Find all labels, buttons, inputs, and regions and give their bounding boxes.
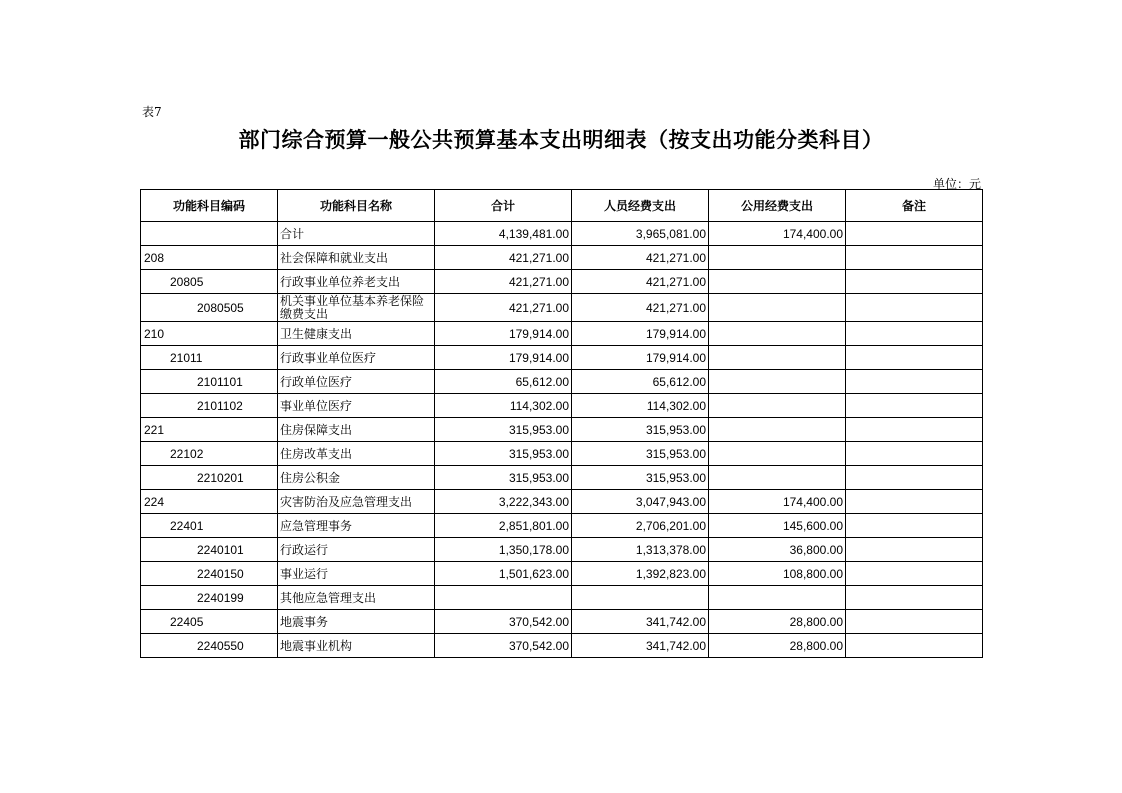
cell-public [709,442,846,466]
cell-code: 2101101 [141,370,278,394]
cell-name: 住房保障支出 [278,418,435,442]
cell-personnel: 421,271.00 [572,294,709,322]
cell-personnel: 315,953.00 [572,466,709,490]
cell-remarks [846,270,983,294]
cell-personnel: 1,313,378.00 [572,538,709,562]
cell-total: 114,302.00 [435,394,572,418]
cell-personnel: 315,953.00 [572,418,709,442]
cell-name: 其他应急管理支出 [278,586,435,610]
cell-name: 住房公积金 [278,466,435,490]
budget-detail-table [140,189,983,658]
cell-code: 20805 [141,270,278,294]
cell-personnel: 341,742.00 [572,610,709,634]
cell-remarks [846,490,983,514]
header-name: 功能科目名称 [278,190,435,222]
cell-total: 421,271.00 [435,246,572,270]
cell-public: 28,800.00 [709,610,846,634]
header-personnel: 人员经费支出 [572,190,709,222]
cell-personnel: 114,302.00 [572,394,709,418]
cell-code: 2240199 [141,586,278,610]
table-row [141,466,983,490]
cell-name: 行政事业单位养老支出 [278,270,435,294]
cell-remarks [846,634,983,658]
table-row [141,370,983,394]
cell-remarks [846,610,983,634]
table-row [141,346,983,370]
cell-total: 315,953.00 [435,442,572,466]
cell-code: 22405 [141,610,278,634]
cell-total: 1,350,178.00 [435,538,572,562]
cell-total: 421,271.00 [435,270,572,294]
table-row [141,562,983,586]
table-row [141,246,983,270]
table-row [141,394,983,418]
cell-code: 2080505 [141,294,278,322]
cell-public [709,270,846,294]
cell-remarks [846,222,983,246]
cell-total: 3,222,343.00 [435,490,572,514]
cell-personnel: 341,742.00 [572,634,709,658]
cell-total: 179,914.00 [435,322,572,346]
header-code: 功能科目编码 [141,190,278,222]
cell-remarks [846,442,983,466]
header-remarks: 备注 [846,190,983,222]
cell-public [709,346,846,370]
cell-name: 卫生健康支出 [278,322,435,346]
cell-total: 2,851,801.00 [435,514,572,538]
cell-public [709,466,846,490]
cell-code: 2240550 [141,634,278,658]
cell-name: 机关事业单位基本养老保险缴费支出 [278,294,435,322]
cell-name: 行政事业单位医疗 [278,346,435,370]
cell-public [709,246,846,270]
cell-code: 2210201 [141,466,278,490]
cell-code [141,222,278,246]
table-row [141,634,983,658]
cell-public: 36,800.00 [709,538,846,562]
cell-remarks [846,394,983,418]
cell-public [709,322,846,346]
table-row [141,270,983,294]
table-row [141,418,983,442]
page-title: 部门综合预算一般公共预算基本支出明细表（按支出功能分类科目） [238,128,884,152]
cell-code: 208 [141,246,278,270]
cell-total: 65,612.00 [435,370,572,394]
cell-total: 315,953.00 [435,418,572,442]
cell-personnel: 1,392,823.00 [572,562,709,586]
cell-remarks [846,418,983,442]
unit-label: 单位：元 [932,177,981,191]
table-row [141,538,983,562]
cell-name: 住房改革支出 [278,442,435,466]
cell-name: 地震事务 [278,610,435,634]
cell-total: 370,542.00 [435,634,572,658]
table-row [141,442,983,466]
table-row [141,490,983,514]
cell-total: 4,139,481.00 [435,222,572,246]
cell-remarks [846,246,983,270]
cell-public: 28,800.00 [709,634,846,658]
cell-public [709,370,846,394]
cell-name: 社会保障和就业支出 [278,246,435,270]
cell-remarks [846,538,983,562]
cell-code: 2240150 [141,562,278,586]
table-header-row [141,190,983,222]
cell-personnel: 3,965,081.00 [572,222,709,246]
table-body [141,222,983,658]
cell-code: 2240101 [141,538,278,562]
table-row [141,294,983,322]
cell-name: 地震事业机构 [278,634,435,658]
cell-total: 370,542.00 [435,610,572,634]
cell-code: 210 [141,322,278,346]
table-row [141,514,983,538]
cell-remarks [846,586,983,610]
cell-public [709,418,846,442]
cell-remarks [846,466,983,490]
cell-personnel: 421,271.00 [572,246,709,270]
cell-name: 行政单位医疗 [278,370,435,394]
cell-code: 2101102 [141,394,278,418]
cell-public: 145,600.00 [709,514,846,538]
cell-name: 灾害防治及应急管理支出 [278,490,435,514]
table-row [141,610,983,634]
cell-personnel: 2,706,201.00 [572,514,709,538]
cell-remarks [846,346,983,370]
cell-name: 行政运行 [278,538,435,562]
cell-total: 315,953.00 [435,466,572,490]
cell-public: 108,800.00 [709,562,846,586]
cell-name: 应急管理事务 [278,514,435,538]
cell-code: 221 [141,418,278,442]
cell-personnel: 65,612.00 [572,370,709,394]
cell-code: 224 [141,490,278,514]
cell-code: 22102 [141,442,278,466]
cell-remarks [846,294,983,322]
cell-public: 174,400.00 [709,490,846,514]
cell-total [435,586,572,610]
cell-total: 179,914.00 [435,346,572,370]
cell-name: 事业运行 [278,562,435,586]
cell-personnel [572,586,709,610]
table-row [141,586,983,610]
cell-total: 1,501,623.00 [435,562,572,586]
table-row [141,222,983,246]
cell-personnel: 179,914.00 [572,346,709,370]
header-public: 公用经费支出 [709,190,846,222]
cell-name: 合计 [278,222,435,246]
header-total: 合计 [435,190,572,222]
table-number-label: 表7 [142,105,162,119]
cell-remarks [846,562,983,586]
cell-name: 事业单位医疗 [278,394,435,418]
cell-personnel: 315,953.00 [572,442,709,466]
cell-public [709,586,846,610]
cell-public [709,294,846,322]
cell-personnel: 3,047,943.00 [572,490,709,514]
table-row [141,322,983,346]
cell-personnel: 179,914.00 [572,322,709,346]
cell-remarks [846,514,983,538]
cell-personnel: 421,271.00 [572,270,709,294]
cell-public: 174,400.00 [709,222,846,246]
cell-remarks [846,322,983,346]
cell-remarks [846,370,983,394]
cell-public [709,394,846,418]
cell-code: 22401 [141,514,278,538]
cell-code: 21011 [141,346,278,370]
cell-total: 421,271.00 [435,294,572,322]
